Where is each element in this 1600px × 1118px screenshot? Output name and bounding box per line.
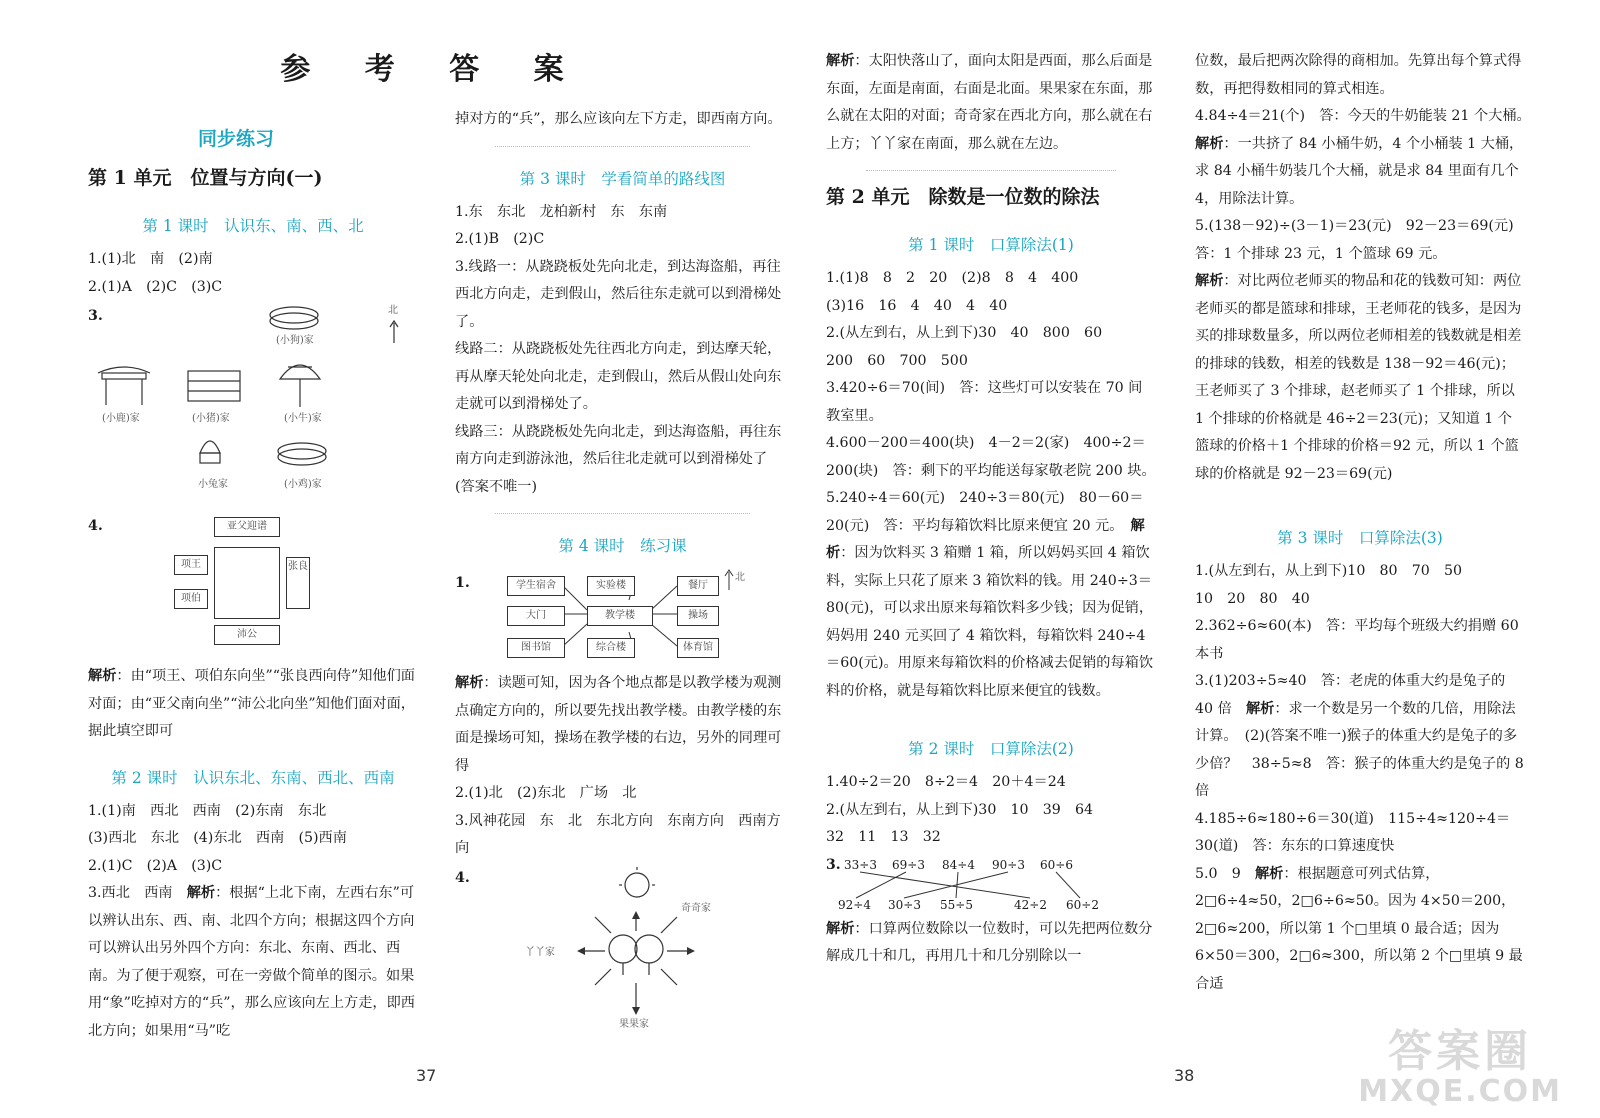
answer-q1: 1.	[455, 575, 470, 591]
lesson-2-title: 第 2 课时 口算除法(2)	[908, 740, 1074, 758]
map-box: 教学楼	[587, 606, 653, 626]
answer-q3	[88, 880, 418, 1045]
analysis-text: ：因为饮料买 3 箱赠 1 箱，所以妈妈买回 4 箱饮料，实际上只花了原来 3 箱饮料的钱。用 240÷3＝80(元)，可以求出原来每箱饮料多少钱；因为促销，妈妈用 240 元买回了 4 箱饮料，每箱饮料 240÷4＝60(元)。用原来每箱饮料的价格减去促销的每箱饮料的价格，就是每箱饮料比原来便宜的钱数。	[826, 545, 1154, 699]
answer-q3: 3.	[88, 308, 103, 324]
seating-figure	[88, 513, 418, 659]
expr-bottom: 42÷2	[1014, 897, 1047, 912]
map-box: 实验楼	[587, 576, 635, 596]
analysis-label: 解析	[1254, 865, 1284, 882]
answer-q5	[1195, 861, 1525, 999]
answer-q3: 3.420÷6＝70(间) 答：这些灯可以安装在 70 间教室里。	[826, 380, 1143, 424]
analysis-label: 解析	[455, 675, 484, 691]
seat-north: 亚父迎谱	[214, 517, 280, 537]
answer-q1: 1.(1)8 8 2 20 (2)8 8 4 400	[826, 270, 1079, 286]
analysis-text: ：太阳快落山了，面向太阳是西面，那么后面是东面，左面是南面，右面是北面。果果家在东面，那么就在太阳的对面；奇奇家在西北方向，那么就在右上方；丫丫家在南面，那么就在左边。	[826, 53, 1153, 152]
section-label: 同步练习	[198, 128, 275, 150]
north-label: 北	[388, 305, 398, 316]
route-2: 线路二：从跷跷板处先往西北方向走，到达摩天轮，再从摩天轮处向北走，走到假山，然后从假山处向东走就可以到滑梯处了。	[455, 341, 782, 412]
answer-q2: 2.(1)A (2)C (3)C	[88, 278, 223, 295]
watermark-text: 答案圈	[1388, 1026, 1533, 1077]
answer-q4: 4.	[88, 518, 103, 534]
answer-q1: 1.(1)南 西北 西南 (2)东南 东北	[88, 802, 327, 819]
analysis-label: 解析	[1195, 135, 1224, 152]
answer-q2: 2.(1)C (2)A (3)C	[88, 857, 223, 874]
answer-q1: 1.东 东北 龙柏新村 东 东南	[455, 203, 668, 220]
answer-q4	[1195, 103, 1525, 213]
analysis-text: ：根据“上北下南，左西右东”可以辨认出东、西、南、北四个方向；根据这四个方向可以辨认出另外四个方向：东北、东南、西北、西南。为了便于观察，可在一旁做个简单的图示。如果用“象”吃掉对方的“兵”，那么应该向左上方走，即西北方向；如果用“马”吃	[88, 885, 415, 1039]
answer-q5	[1195, 213, 1528, 268]
answer-q2-cont: 32 11 13 32	[826, 829, 941, 845]
answer-q1-cont: 10 20 80 40	[1195, 590, 1310, 607]
analysis-text: ：对比两位老师买的物品和花的钱数可知：两位老师买的都是篮球和排球，王老师花的钱多，是因为买的排球数量多，所以两位老师相差的钱数就是相差的排球的钱数，相差的钱数是 138－92＝46(元)；王老师买了 3 个排球，赵老师买了 1 个排球，所以 1 个排球的价格就是 46÷2＝23(元)；又知道 1 个篮球的价格＋1 个排球的价格＝92 元，所以 1 个篮球的价格就是 92－23＝69(元)	[1195, 273, 1522, 482]
page-number-right: 38	[1174, 1066, 1195, 1085]
answer-q1-cont: (3)16 16 4 40 4 40	[826, 297, 1008, 314]
answer-q3-head: 3.(1)203÷5≈40 答：老虎的体重大约是兔子的 40 倍	[1195, 673, 1506, 717]
answer-q5-head: 5.240÷4＝60(元) 240÷3＝80(元) 80－60＝20(元) 答：平均每箱饮料比原来便宜 20 元。	[826, 490, 1144, 534]
answer-q2-cont: 200 60 700 500	[826, 352, 968, 369]
analysis-text: ：由“项王、项伯东向坐”“张良西向侍”知他们面对面；由“亚父南向坐”“沛公北向坐”知他们面对面，据此填空即可	[88, 668, 415, 739]
map-box: 操场	[677, 606, 719, 626]
answer-q2: 2.362÷6≈60(本) 答：平均每个班级大约捐赠 60 本书	[1195, 618, 1519, 662]
answer-q5	[826, 485, 1156, 705]
analysis-text: ：读题可知，因为各个地点都是以教学楼为观测点确定方向的，所以要先找出教学楼。由教学楼的东面是操场可知，操场在教学楼的右边，另外的同理可得	[455, 675, 782, 774]
answer-q2: 2.(1)北 (2)东北 广场 北	[455, 785, 637, 801]
answer-q4: 4.185÷6≈180÷6＝30(道) 115÷4≈120÷4＝30(道) 答：东东的口算速度快	[1195, 810, 1511, 854]
seat-west-1: 项王	[174, 555, 208, 575]
campus-map-figure	[455, 566, 790, 666]
home-label: (小鸡)家	[284, 479, 322, 490]
place-label: 奇奇家	[681, 902, 711, 914]
answer-q4-head: 4.84÷4＝21(个) 答：今天的牛奶能装 21 个大桶。	[1195, 108, 1524, 124]
answer-q1: 1.40÷2＝20 8÷2＝4 20＋4＝24	[826, 774, 1066, 790]
expr-bottom: 30÷3	[888, 897, 921, 912]
expr-top: 69÷3	[892, 857, 925, 872]
map-box: 大门	[507, 606, 565, 626]
answer-q2: 2.(从左到右，从上到下)30 40 800 60	[826, 325, 1103, 341]
matching-figure	[826, 854, 1156, 912]
column-3	[826, 40, 1156, 971]
analysis	[455, 670, 790, 780]
answer-q2: 2.(从左到右，从上到下)30 10 39 64	[826, 801, 1094, 818]
analysis-text: ：求一个数是另一个数的几倍，用除法计算。 (2)(答案不唯一)猴子的体重大约是兔子的多少倍？ 38÷5≈8 答：猴子的体重大约是兔子的 8 倍	[1195, 700, 1524, 799]
column-1	[88, 40, 418, 1045]
column-4	[1195, 40, 1528, 998]
lesson-1-title: 第 1 课时 认识东、南、西、北	[142, 217, 364, 235]
place-label: 果果家	[619, 1018, 649, 1030]
route-3: 线路三：从跷跷板处先向北走，到达海盗船，再往东南方向走到游泳池，然后往北走就可以到滑梯处了 (答案不唯一)	[455, 423, 782, 495]
expr-bottom: 55÷5	[940, 897, 973, 912]
analysis-text: ：根据题意可列式估算，2□6÷4≈50，2□6÷6≈50。因为 4×50＝200，2□6≈200，所以第 1 个□里填 0 最合适；因为 6×50＝300，2□6≈300，所以第 2 个□里填 9 最合适	[1195, 865, 1523, 992]
page-number-left: 37	[416, 1066, 437, 1085]
expr-top: 33÷3	[844, 857, 877, 872]
table-box	[214, 547, 280, 619]
sun-direction-figure	[455, 865, 790, 1037]
map-box: 餐厅	[677, 576, 719, 596]
expr-top: 90÷3	[992, 857, 1025, 872]
answer-q3: 3.	[826, 856, 841, 873]
seat-west-2: 项伯	[174, 589, 208, 609]
answer-q3: 3.风神花园 东 北 东北方向 东南方向 西南方向	[455, 812, 781, 856]
home-label: 小兔家	[198, 479, 228, 490]
answer-q1: 1.(从左到右，从上到下)10 80 70 50	[1195, 563, 1463, 579]
lesson-2-title: 第 2 课时 认识东北、东南、西北、西南	[111, 768, 395, 787]
map-box: 综合楼	[587, 638, 635, 658]
home-label: (小猪)家	[192, 413, 230, 424]
answer-q5-head: 5.0 9	[1195, 865, 1241, 882]
map-box: 体育馆	[677, 638, 719, 658]
page-title: 参 考 答 案	[280, 52, 586, 87]
lesson-1-title: 第 1 课时 口算除法(1)	[908, 236, 1074, 254]
home-label: (小狗)家	[276, 335, 314, 346]
home-label: (小牛)家	[284, 413, 322, 424]
map-box: 学生宿舍	[507, 576, 565, 596]
seat-south: 沛公	[214, 625, 280, 645]
animal-homes-drawing	[88, 303, 418, 509]
analysis-text: ：口算两位数除以一位数时，可以先把两位数分解成几十和几，再用几十和几分别除以一	[826, 920, 1153, 964]
sun-direction-drawing	[455, 865, 785, 1037]
unit-1-title: 第 1 单元 位置与方向(一)	[88, 167, 323, 189]
answer-q3	[1195, 668, 1525, 806]
north-label: 北	[735, 572, 745, 583]
analysis	[1195, 268, 1525, 488]
expr-bottom: 60÷2	[1066, 897, 1099, 912]
continued-text: 掉对方的“兵”，那么应该向左下方走，即西南方向。	[455, 111, 782, 127]
home-label: (小鹿)家	[102, 413, 140, 424]
analysis	[826, 48, 1156, 158]
answer-q1: 1.(1)北 南 (2)南	[88, 251, 213, 267]
column-2	[455, 40, 790, 1041]
answer-q5-head: 5.(138－92)÷(3－1)＝23(元) 92－23＝69(元) 答：1 个排球 23 元，1 个篮球 69 元。	[1195, 218, 1528, 262]
answer-q4: 4.600－200＝400(块) 4－2＝2(家) 400÷2＝200(块) 答：剩下的平均能送每家敬老院 200 块。	[826, 435, 1156, 479]
analysis-label: 解析	[1195, 273, 1224, 289]
watermark	[1358, 1028, 1562, 1108]
expr-top: 84÷4	[942, 857, 975, 872]
analysis-label: 解析	[826, 920, 855, 937]
lesson-3-title: 第 3 课时 口算除法(3)	[1277, 529, 1443, 547]
answer-q1-cont: (3)西北 东北 (4)东北 西南 (5)西南	[88, 830, 347, 846]
answer-q3: 3.线路一：从跷跷板处先向北走，到达海盗船，再往西北方向走，走到假山，然后往东走就可以到滑梯处了。	[455, 258, 782, 330]
seat-east: 张良	[286, 557, 310, 609]
lesson-4-title: 第 4 课时 练习课	[558, 537, 687, 555]
continued-text: 位数，最后把两次除得的商相加。先算出每个算式得数，再把得数相同的算式相连。	[1195, 53, 1522, 97]
map-box: 图书馆	[507, 638, 565, 658]
analysis-text: ：一共挤了 84 小桶牛奶，4 个小桶装 1 大桶，求 84 小桶牛奶装几个大桶，就是求 84 里面有几个 4，用除法计算。	[1195, 135, 1524, 207]
unit-2-title: 第 2 单元 除数是一位数的除法	[826, 186, 1100, 208]
analysis	[88, 663, 418, 746]
analysis	[826, 916, 1156, 971]
answer-q3-head: 3.西北 西南	[88, 885, 173, 901]
answer-q2: 2.(1)B (2)C	[455, 231, 545, 247]
analysis-label: 解析	[826, 53, 855, 69]
expr-bottom: 92÷4	[838, 897, 871, 912]
expr-top: 60÷6	[1040, 857, 1073, 872]
analysis-label: 解析	[826, 517, 1145, 561]
watermark-url: MXQE.COM	[1358, 1074, 1562, 1109]
animal-homes-figure	[88, 303, 418, 509]
analysis-label: 解析	[88, 668, 117, 684]
analysis-label: 解析	[186, 885, 216, 901]
place-label: 丫丫家	[525, 946, 555, 958]
analysis-label: 解析	[1245, 700, 1275, 717]
lesson-3-title: 第 3 课时 学看简单的路线图	[519, 169, 726, 188]
answer-q4: 4.	[455, 869, 470, 886]
